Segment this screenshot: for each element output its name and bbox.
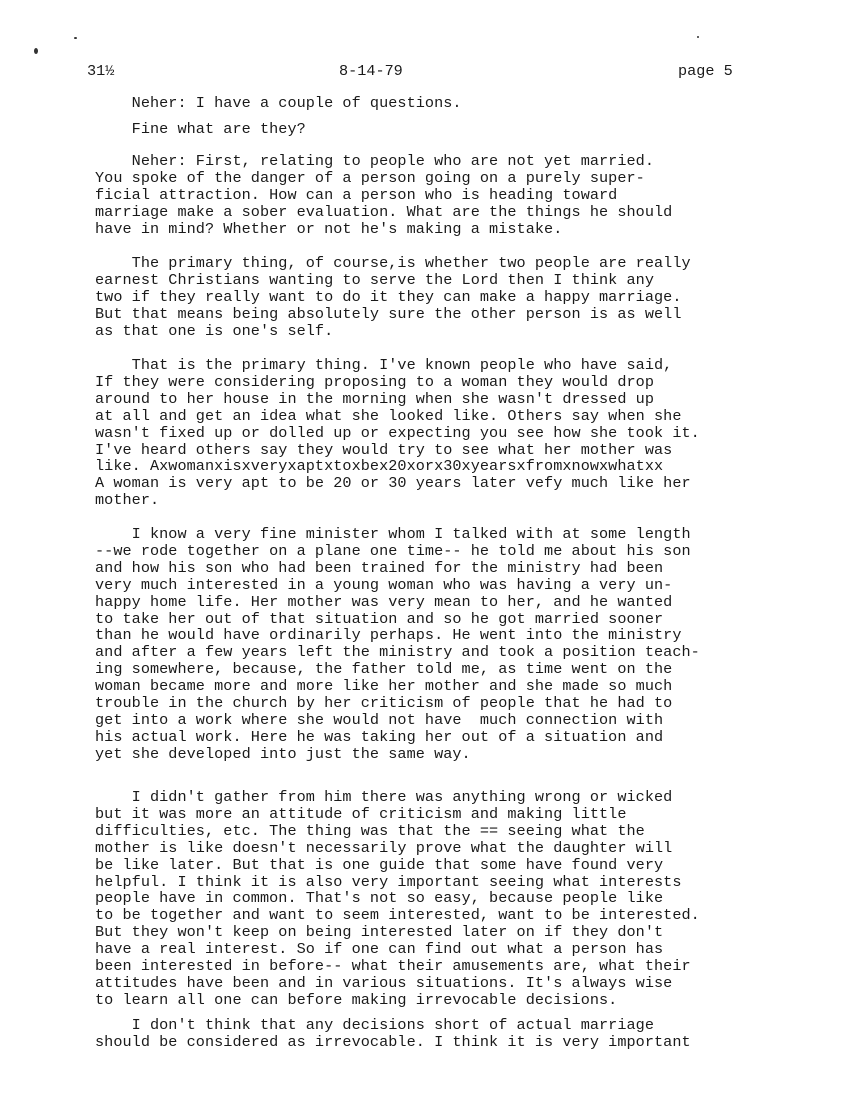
margin-mark xyxy=(34,48,38,54)
text-line: around to her house in the morning when she wasn't dressed up xyxy=(95,389,655,408)
text-line: people have in common. That's not so easy, because people like xyxy=(95,889,664,908)
text-line: two if they really want to do it they can make a happy marriage. xyxy=(95,287,682,306)
text-line: as that one is one's self. xyxy=(95,321,334,340)
margin-mark xyxy=(74,37,77,39)
page-date: 8-14-79 xyxy=(339,62,403,80)
text-line: and after a few years left the ministry and took a position teach- xyxy=(95,643,700,662)
text-line: be like later. But that is one guide that some have found very xyxy=(95,855,664,874)
text-line: earnest Christians wanting to serve the Lord then I think any xyxy=(95,270,655,289)
text-line: have in mind? Whether or not he's making a mistake. xyxy=(95,219,563,238)
text-line: Neher: First, relating to people who are not yet married. xyxy=(95,152,655,170)
text-line: I didn't gather from him there was anything wrong or wicked xyxy=(95,788,673,806)
text-line: ing somewhere, because, the father told me, as time went on the xyxy=(95,660,673,679)
text-line: difficulties, etc. The thing was that the == seeing what the xyxy=(95,821,645,840)
text-line: ficial attraction. How can a person who is heading toward xyxy=(95,185,618,204)
text-line: yet she developed into just the same way. xyxy=(95,744,471,763)
text-line: Neher: I have a couple of questions. xyxy=(95,94,462,112)
text-line: A woman is very apt to be 20 or 30 years later vefy much like her xyxy=(95,474,691,493)
text-line: Fine what are they? xyxy=(95,120,306,138)
margin-mark xyxy=(697,36,699,38)
text-line: marriage make a sober evaluation. What are the things he should xyxy=(95,202,673,221)
text-line: The primary thing, of course,is whether two people are really xyxy=(95,254,691,272)
text-line: But they won't keep on being interested later on if they don't xyxy=(95,923,664,942)
text-line: been interested in before-- what their amusements are, what their xyxy=(95,957,691,975)
text-line: --we rode together on a plane one time-- he told me about his son xyxy=(95,541,691,560)
text-line: happy home life. Her mother was very mean to her, and he wanted xyxy=(95,592,673,611)
text-line: at all and get an idea what she looked like. Others say when she xyxy=(95,406,682,425)
page-number: page 5 xyxy=(678,62,733,80)
text-line: very much interested in a young woman who was having a very un- xyxy=(95,575,673,594)
text-line: You spoke of the danger of a person going on a purely super- xyxy=(95,168,645,187)
text-line: I've heard others say they would try to see what her mother was xyxy=(95,440,673,459)
text-line: than he would have ordinarily perhaps. He went into the ministry xyxy=(95,626,682,645)
text-line: woman became more and more like her mother and she made so much xyxy=(95,677,673,696)
text-line: but it was more an attitude of criticism and making little xyxy=(95,804,627,823)
page-id: 31½ xyxy=(87,62,115,80)
text-line: If they were considering proposing to a woman they would drop xyxy=(95,372,655,391)
text-line: to learn all one can before making irrevocable decisions. xyxy=(95,990,618,1009)
text-line: get into a work where she would not have much connection with xyxy=(95,710,664,729)
text-line: helpful. I think it is also very important seeing what interests xyxy=(95,872,682,891)
text-line: should be considered as irrevocable. I think it is very important xyxy=(95,1032,691,1051)
text-line: have a real interest. So if one can find out what a person has xyxy=(95,940,664,959)
text-line: like. Axwomanxisxveryxaptxtoxbex20xorx30xyearsxfromxnowxwhatxx xyxy=(95,457,664,476)
text-line: But that means being absolutely sure the other person is as well xyxy=(95,304,682,323)
text-line: to be together and want to seem interested, want to be interested. xyxy=(95,906,700,925)
text-line: I don't think that any decisions short of actual marriage xyxy=(95,1016,655,1034)
text-line: wasn't fixed up or dolled up or expecting you see how she took it. xyxy=(95,423,700,442)
text-line: trouble in the church by her criticism of people that he had to xyxy=(95,694,673,712)
text-line: attitudes have been and in various situations. It's always wise xyxy=(95,973,673,992)
text-line: mother. xyxy=(95,491,160,510)
text-line: That is the primary thing. I've known people who have said, xyxy=(95,356,673,374)
text-line: and how his son who had been trained for the ministry had been xyxy=(95,558,664,577)
text-line: his actual work. Here he was taking her out of a situation and xyxy=(95,727,664,746)
text-line: to take her out of that situation and so he got married sooner xyxy=(95,609,664,628)
text-line: I know a very fine minister whom I talked with at some length xyxy=(95,525,691,543)
text-line: mother is like doesn't necessarily prove what the daughter will xyxy=(95,838,673,857)
